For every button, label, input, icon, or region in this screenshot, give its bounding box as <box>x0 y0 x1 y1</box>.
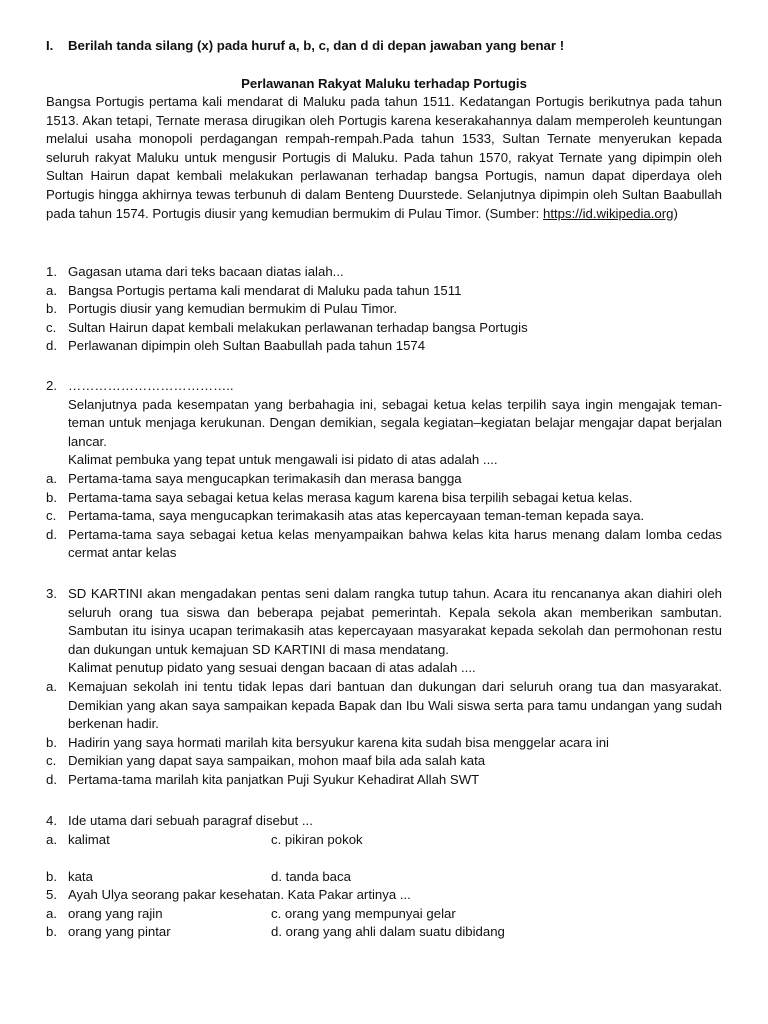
option-d[interactable] <box>46 771 722 790</box>
option-text: Demikian yang dapat saya sampaikan, mohon maaf bila ada salah kata <box>68 753 486 769</box>
option-letter: b. <box>46 868 57 884</box>
option-text: Portugis diusir yang kemudian bermukim di Pulau Timor. <box>68 301 398 317</box>
reading-close: ) <box>673 205 678 221</box>
question-3 <box>46 585 722 790</box>
option-d[interactable] <box>46 337 722 356</box>
answer-blank: ……………………………….. <box>68 378 234 393</box>
option-c[interactable]: c. orang yang mempunyai gelar <box>271 905 456 921</box>
question-number: 1. <box>46 264 57 279</box>
event-passage: SD KARTINI akan mengadakan pentas seni dalam rangka tutup tahun. Acara itu rencananya akan diahiri oleh seluruh orang tua siswa dan beberapa pejabat pemerintah. Kepala sekola akan memberikan sambutan. Sambutan itu isinya ucapan terimakasih atas kepercayaan masyarakat kepada sekolah dan permohonan restu dan dukungan untuk kemajuan SD KARTINI di masa mendatang. <box>68 586 722 657</box>
option-letter: b. <box>46 734 57 750</box>
option-letter: d. <box>46 526 57 542</box>
option-row-bd <box>46 868 722 887</box>
option-c[interactable] <box>46 752 722 771</box>
option-text: Perlawanan dipimpin oleh Sultan Baabullah pada tahun 1574 <box>68 338 426 354</box>
question-text: Gagasan utama dari teks bacaan diatas ialah... <box>68 264 344 279</box>
option-letter: c. <box>46 753 57 769</box>
option-b[interactable]: kata <box>68 868 93 884</box>
question-text: Ayah Ulya seorang pakar kesehatan. Kata Pakar artinya ... <box>68 887 411 902</box>
instruction-text: Berilah tanda silang (x) pada huruf a, b, c, dan d di depan jawaban yang benar ! <box>68 38 565 53</box>
option-letter: b. <box>46 924 57 940</box>
option-text: Pertama-tama saya sebagai ketua kelas merasa kagum karena bisa terpilih sebagai ketua kelas. <box>68 489 633 505</box>
question-5-stem <box>46 886 722 905</box>
option-row-ac <box>46 831 722 850</box>
option-letter: a. <box>46 282 57 298</box>
option-text: Kemajuan sekolah ini tentu tidak lepas dari bantuan dan dukungan dari seluruh orang tua dan masyarakat. Demikian yang akan saya sampaikan kepada Bapak dan Ibu Wali siswa serta para tamu undangan yang sudah berkenan hadir. <box>68 678 722 732</box>
reading-title: Perlawanan Rakyat Maluku terhadap Portugis <box>241 76 527 91</box>
question-4 <box>46 812 722 886</box>
reading-text: Bangsa Portugis pertama kali mendarat di Maluku pada tahun 1511. Kedatangan Portugis berikutnya pada tahun 1513. Akan tetapi, Ternate merasa dirugikan oleh Portugis karena keserakahannya dalam memperoleh keuntungan melalui usaha monopoli perdagangan rempah-rempah.Pada tahun 1533, Sultan Ternate menyerukan kepada seluruh rakyat Maluku untuk mengusir Portugis di Maluku. Pada tahun 1570, rakyat Ternate yang dipimpin oleh Sultan Hairun dapat kembali melakukan perlawanan terhadap bangsa Portugis, namun dapat diperdaya oleh Portugis hingga akhirnya tewas terbunuh di dalam Benteng Duurstede. Selanjutnya dipimpin oleh Sultan Baabullah pada tahun 1574. Portugis diusir yang kemudian bermukim di Pulau Timor. (Sumber: <box>46 94 722 221</box>
option-letter: d. <box>46 771 57 787</box>
option-text: Hadirin yang saya hormati marilah kita bersyukur karena kita sudah bisa menggelar acara ini <box>68 734 609 750</box>
option-a[interactable]: orang yang rajin <box>68 905 163 921</box>
question-text: Ide utama dari sebuah paragraf disebut ... <box>68 813 313 828</box>
option-d[interactable]: d. tanda baca <box>271 868 351 884</box>
option-text: Sultan Hairun dapat kembali melakukan perlawanan terhadap bangsa Portugis <box>68 319 528 335</box>
instruction <box>46 37 726 56</box>
question-2 <box>46 377 722 563</box>
option-c[interactable] <box>46 507 722 526</box>
option-c[interactable] <box>46 319 722 338</box>
option-b[interactable] <box>46 300 722 319</box>
option-letter: c. <box>46 319 57 335</box>
question-number: 3. <box>46 586 57 601</box>
option-c[interactable]: c. pikiran pokok <box>271 831 363 847</box>
option-b[interactable] <box>46 734 722 753</box>
question-text: Kalimat pembuka yang tepat untuk mengawali isi pidato di atas adalah .... <box>68 452 498 468</box>
option-letter: b. <box>46 489 57 505</box>
option-row-bd <box>46 923 722 942</box>
option-letter: a. <box>46 905 57 921</box>
option-b[interactable]: orang yang pintar <box>68 924 171 940</box>
option-d[interactable] <box>46 526 722 563</box>
option-text: Bangsa Portugis pertama kali mendarat di Maluku pada tahun 1511 <box>68 282 462 298</box>
option-a[interactable] <box>46 470 722 489</box>
option-a[interactable] <box>46 678 722 734</box>
question-number: 5. <box>46 887 57 902</box>
speech-passage: Selanjutnya pada kesempatan yang berbahagia ini, sebagai ketua kelas terpilih saya ingin mengajak teman-teman untuk menjaga kerukunan. Dengan demikian, segala kegiatan–kegiatan belajar mengajar dapat berjalan lancar. <box>68 396 722 449</box>
source-link[interactable]: https://id.wikipedia.org <box>543 205 674 221</box>
option-text: Pertama-tama marilah kita panjatkan Puji Syukur Kehadirat Allah SWT <box>68 771 480 787</box>
option-letter: a. <box>46 678 57 694</box>
question-2-stem <box>46 377 722 396</box>
option-letter: a. <box>46 470 57 486</box>
option-text: Pertama-tama saya mengucapkan terimakasih dan merasa bangga <box>68 470 462 486</box>
question-1-stem <box>46 263 722 282</box>
question-1 <box>46 263 722 356</box>
question-number: 4. <box>46 813 57 828</box>
question-text: Kalimat penutup pidato yang sesuai dengan bacaan di atas adalah .... <box>68 660 476 676</box>
instruction-number: I. <box>46 38 54 53</box>
question-3-stem <box>46 585 722 659</box>
option-a[interactable] <box>46 282 722 301</box>
option-a[interactable]: kalimat <box>68 831 110 847</box>
option-row-ac <box>46 905 722 924</box>
question-number: 2. <box>46 378 57 393</box>
option-text: Pertama-tama, saya mengucapkan terimakasih atas atas kepercayaan teman-teman kepada saya. <box>68 508 645 524</box>
option-letter: d. <box>46 338 57 354</box>
option-text: Pertama-tama saya sebagai ketua kelas menyampaikan bahwa kelas kita harus menang dalam lomba cedas cermat antar kelas <box>68 526 722 561</box>
option-d[interactable]: d. orang yang ahli dalam suatu dibidang <box>271 924 505 940</box>
option-letter: a. <box>46 831 57 847</box>
reading-paragraph <box>46 93 722 223</box>
option-letter: b. <box>46 301 57 317</box>
option-letter: c. <box>46 508 57 524</box>
question-5 <box>46 886 722 942</box>
question-4-stem <box>46 812 722 831</box>
option-b[interactable] <box>46 489 722 508</box>
